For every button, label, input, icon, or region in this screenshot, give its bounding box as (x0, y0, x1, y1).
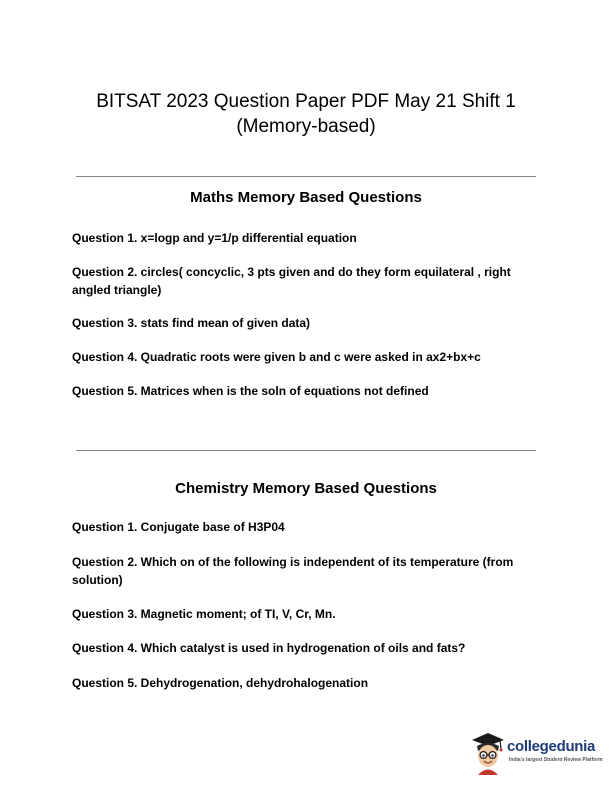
chemistry-question-5: Question 5. Dehydrogenation, dehydrohalogenation (72, 676, 369, 690)
divider (76, 176, 536, 177)
divider (76, 450, 536, 451)
chemistry-question-2: Question 2. Which on of the following is independent of its temperature (from solution) (72, 555, 514, 587)
chemistry-heading: Chemistry Memory Based Questions (175, 480, 437, 497)
maths-heading: Maths Memory Based Questions (190, 189, 422, 206)
collegedunia-logo (470, 730, 605, 776)
logo-tagline: India's largest Student Review Platform (509, 757, 603, 763)
page-title (0, 89, 612, 139)
title-line-2: (Memory-based) (236, 116, 376, 137)
title-line-1: BITSAT 2023 Question Paper PDF May 21 Shift 1 (96, 91, 516, 112)
student-mascot-icon (470, 730, 506, 776)
maths-question-5: Question 5. Matrices when is the soln of equations not defined (72, 384, 429, 398)
chemistry-question-4: Question 4. Which catalyst is used in hydrogenation of oils and fats? (72, 641, 466, 655)
maths-question-1: Question 1. x=logp and y=1/p differential equation (72, 231, 357, 245)
chemistry-question-1: Question 1. Conjugate base of H3P04 (72, 520, 285, 534)
maths-question-3: Question 3. stats find mean of given data) (72, 316, 311, 330)
maths-question-4: Question 4. Quadratic roots were given b and c were asked in ax2+bx+c (72, 350, 481, 364)
chemistry-question-3: Question 3. Magnetic moment; of TI, V, Cr, Mn. (72, 607, 336, 621)
logo-name: collegedunia (507, 738, 596, 755)
maths-question-2: Question 2. circles( concyclic, 3 pts given and do they form equilateral , right angled triangle) (72, 265, 511, 297)
